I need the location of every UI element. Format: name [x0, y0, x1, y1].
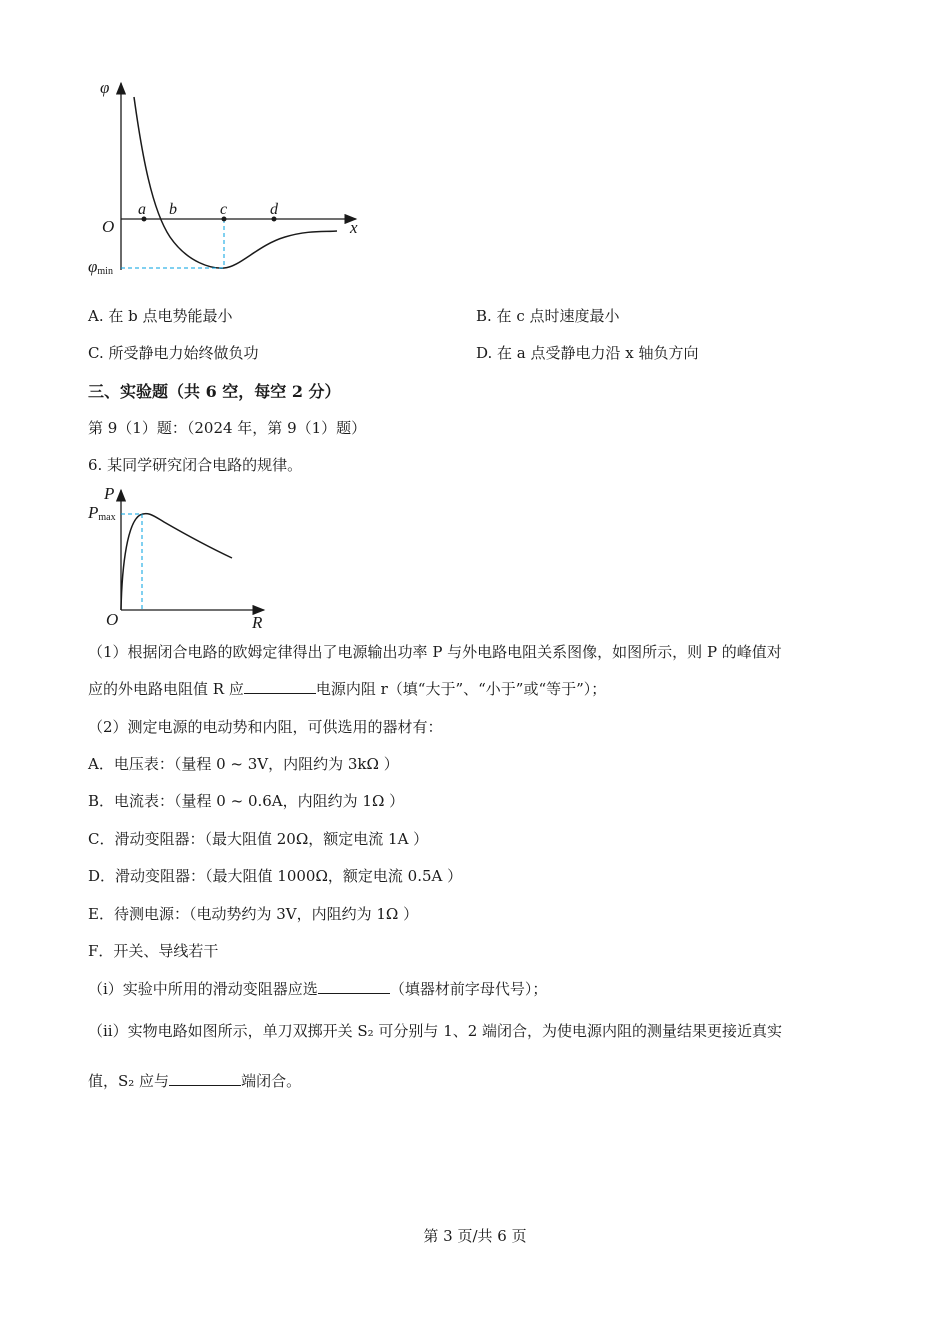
potential-graph — [80, 75, 380, 285]
source-note: 第 9（1）题：（2024 年，第 9（1）题） — [88, 419, 367, 437]
origin-label: O — [102, 217, 115, 236]
qi-line — [88, 979, 547, 999]
origin-label-2: O — [106, 610, 119, 629]
option-c: C. 所受静电力始终做负功 — [88, 344, 259, 362]
point-b-label: b — [169, 201, 177, 218]
r-axis-label: R — [252, 613, 263, 632]
page-footer: 第 3 页/共 6 页 — [423, 1227, 527, 1245]
equipment-a: A．电压表：（量程 0 ~ 3V，内阻约为 3kΩ ） — [88, 755, 399, 773]
point-c-label: c — [220, 201, 228, 218]
q1-line2-start: 应的外电路电阻值 R 应 — [88, 680, 244, 698]
qii-line1: （ii）实物电路如图所示，单刀双掷开关 S₂ 可分别与 1、2 端闭合，为使电源内阻的测量结果更接近真实 — [88, 1022, 783, 1040]
y-axis-label: φ — [100, 78, 110, 97]
q1-line1: （1）根据闭合电路的欧姆定律得出了电源输出功率 P 与外电路电阻关系图像，如图所示，则 P 的峰值对 — [88, 643, 782, 661]
answer-blank-3[interactable] — [169, 1071, 241, 1086]
answer-blank-1[interactable] — [244, 679, 316, 694]
section-title: 三、实验题（共 6 空，每空 2 分） — [88, 382, 341, 401]
q2-stem: （2）测定电源的电动势和内阻，可供选用的器材有： — [88, 718, 443, 736]
answer-blank-2[interactable] — [318, 979, 390, 994]
qi-start: （i）实验中所用的滑动变阻器应选 — [88, 980, 318, 998]
option-b: B. 在 c 点时速度最小 — [476, 307, 620, 325]
point-a-label: a — [138, 201, 146, 218]
power-graph — [80, 482, 280, 632]
option-d: D. 在 a 点受静电力沿 x 轴负方向 — [476, 344, 699, 362]
option-a: A. 在 b 点电势能最小 — [88, 307, 233, 325]
equipment-c: C．滑动变阻器：（最大阻值 20Ω，额定电流 1A ） — [88, 830, 429, 848]
point-d-label: d — [270, 201, 278, 218]
equipment-e: E．待测电源：（电动势约为 3V，内阻约为 1Ω ） — [88, 905, 419, 923]
x-axis-label: x — [350, 218, 358, 237]
question-stem: 6. 某同学研究闭合电路的规律。 — [88, 456, 303, 474]
qii-line2 — [88, 1071, 301, 1091]
p-axis-label: P — [104, 484, 115, 503]
qii-start: 值，S₂ 应与 — [88, 1072, 170, 1090]
qii-end: 端闭合。 — [241, 1072, 302, 1090]
power-curve — [121, 514, 232, 610]
equipment-f: F．开关、导线若干 — [88, 942, 219, 960]
qi-end: （填器材前字母代号）； — [389, 980, 548, 998]
equipment-b: B．电流表：（量程 0 ~ 0.6A，内阻约为 1Ω ） — [88, 792, 405, 810]
phi-min-label: φmin — [88, 257, 113, 277]
potential-curve — [134, 97, 337, 268]
equipment-d: D．滑动变阻器：（最大阻值 1000Ω，额定电流 0.5A ） — [88, 867, 463, 885]
q1-line2-end: 电源内阻 r（填“大于”、“小于”或“等于”）； — [315, 680, 607, 698]
q1-line2 — [88, 679, 606, 699]
pmax-label: Pmax — [88, 503, 116, 523]
